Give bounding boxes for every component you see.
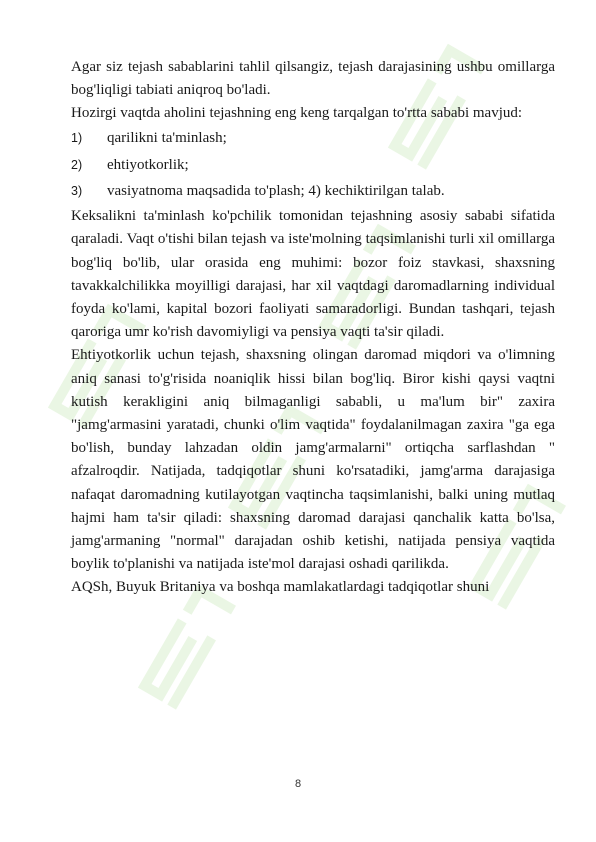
list-item-number: 2) [71, 157, 83, 172]
list-item-number: 1) [71, 131, 83, 146]
list-item [71, 179, 555, 206]
paragraph-reasons-lead: Hozirgi vaqtda aholini tejashning eng keng tarqalgan to'rtta sababi mavjud: [71, 105, 523, 122]
list-item-number: 3) [71, 184, 83, 199]
list-item [71, 152, 555, 179]
list-item-text: ehtiyotkorlik; [107, 156, 189, 173]
list-item [71, 126, 555, 153]
paragraph-precaution: Ehtiyotkorlik uchun tejash, shaxsning olingan daromad miqdori va o'limning aniq sanasi to'g'risida noaniqlik hissi bilan bog'liq. Biror kishi qaysi vaqtni kutish kerakligini aniq bilmaganligi sababli, u ma'lum bir" zaxira "jamg'armasini yaratadi, chunki o'lim vaqtida" foydalanilmagan zaxira "ga ega bo'lish, bunday lahzadan oldin jamg'armalarni" ortiqcha sarflashdan " afzalroqdir. Natijada, tadqiqotlar shuni ko'rsatadiki, jamg'arma darajasiga nafaqat daromadning kutilayotgan vaqtincha taqsimlanishi, balki uning mutlaq hajmi ham ta'sir qiladi: shaxsning daromad darajasi qanchalik katta bo'lsa, jamg'armaning "normal" darajadan oshib ketishi, natijada pensiya vaqtida boylik to'planishi va natijada iste'mol darajasi oshadi qarilikda. [71, 347, 555, 573]
paragraph-research: AQSh, Buyuk Britaniya va boshqa mamlakatlardagi tadqiqotlar shuni [71, 579, 490, 596]
paragraph-old-age: Keksalikni ta'minlash ko'pchilik tomonidan tejashning asosiy sababi sifatida qaraladi. Vaqt o'tishi bilan tejash va iste'molning taqsimlanishi turli xil omillarga bog'liq bo'lib, ular orasida eng muhimi: bozor foiz stavkasi, shaxsning tavakkalchilikka moyilligi darajasi, har xil vaqtdagi daromadlarning individual foyda ko'lami, kapital bozori faoliyati samaradorligi. Bundan tashqari, tejash qaroriga umr ko'rish davomiyligi va pensiya vaqti ta'sir qiladi. [71, 208, 555, 341]
list-item-text: vasiyatnoma maqsadida to'plash; 4) kechiktirilgan talab. [107, 183, 445, 200]
page-number: 8 [294, 778, 302, 790]
list-item-text: qarilikni ta'minlash; [107, 130, 227, 147]
paragraph-intro: Agar siz tejash sabablarini tahlil qilsangiz, tejash darajasining ushbu omillarga bog'liqligi tabiati aniqroq bo'ladi. [71, 59, 555, 99]
body-text [71, 56, 555, 600]
